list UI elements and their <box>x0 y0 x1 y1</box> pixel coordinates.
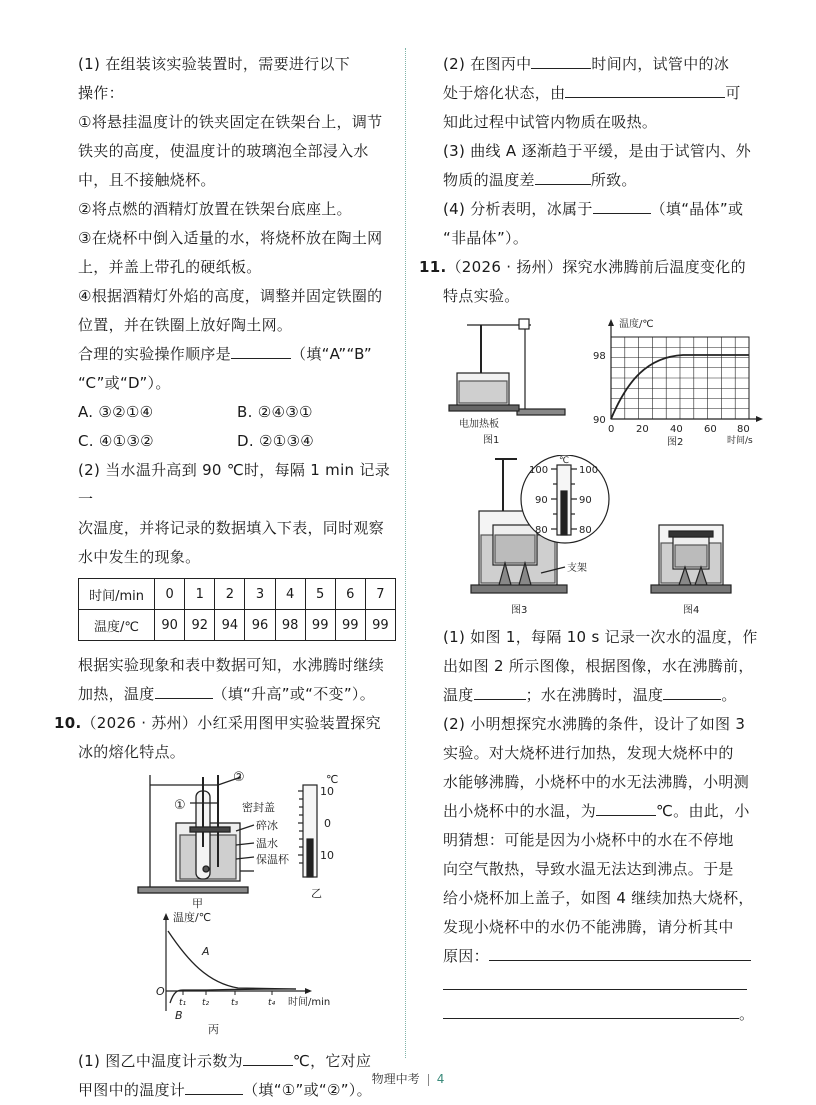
table-cell: 99 <box>335 610 365 641</box>
table-cell: 96 <box>245 610 275 641</box>
tick-label: t₃ <box>231 998 239 1008</box>
question-number: 10. <box>54 714 82 732</box>
q11-2-text: (2) 小明想探究水沸腾的条件，设计了如图 3 <box>443 715 746 733</box>
table-cell: 92 <box>185 610 215 641</box>
arrow-icon <box>756 416 763 422</box>
axis-label: 时间/s <box>727 436 753 446</box>
figure-jia <box>138 775 254 893</box>
answer-blank[interactable] <box>489 942 751 961</box>
figure-caption: 甲 <box>192 897 203 910</box>
figure-1-apparatus <box>449 319 565 415</box>
right-column: (2) 在图丙中 时间内，试管中的冰 处于熔化状态，由 可 知此过程中试管内物质在吸热。 (3) 曲线 A 逐渐趋于平缓，是由于试管内、外 物质的温度差 所致。 (4) 分析表明，冰属于 （填“晶体”或 “非晶体”）。 11.（2026 · 扬州）探究水沸腾前后温度变化的 特点实验。 电加热板 图1 温度/℃ 98 90 0 20 40 60 80 时间/s 图2 ℃ 100 100 90 90 80 80 支架 图3 图4 (1) 如图 1，每隔 10 s 记录一次水的温度，作 出如图 2 所示图像，根据图像，水在沸腾前， 温度 ；水在沸腾时，温度 。 (2) 小明想探究水沸腾的条件，设计了如图 3 实验。对大烧杯进行加热，发现大烧杯中的 水能够沸腾，小烧杯中的水无法沸腾，小明测 出小烧杯中的水温，为 ℃。由此，小 明猜想：可能是因为小烧杯中的水在不停地 向空气散热，导致水温无法达到沸点。于是 给小烧杯加上盖子，如图 4 继续加热大烧杯， 发现小烧杯中的水仍不能沸腾，请分析其中 原因： 。 <box>443 50 761 1029</box>
q11-1-text: (1) 如图 1，每隔 10 s 记录一次水的温度，作 <box>443 628 758 646</box>
answer-line[interactable] <box>443 1000 739 1019</box>
fig-label-stand: 支架 <box>567 563 587 574</box>
table-cell: 5 <box>305 579 335 610</box>
tick-label: t₁ <box>179 998 187 1008</box>
options-row-1 <box>78 398 396 427</box>
fig-label-ice: 碎冰 <box>256 819 278 832</box>
axis-label: 温度/℃ <box>619 319 654 330</box>
figure-3-4 <box>443 455 761 623</box>
answer-blank[interactable] <box>531 50 591 69</box>
answer-line[interactable] <box>443 971 747 990</box>
step-4: ④根据酒精灯外焰的高度，调整并固定铁圈的 <box>78 287 383 305</box>
figure-caption: 乙 <box>311 887 322 900</box>
answer-blank[interactable] <box>155 680 213 699</box>
fig-label-heater: 电加热板 <box>459 419 499 430</box>
figure-caption: 图4 <box>683 605 700 616</box>
table-cell: 99 <box>305 610 335 641</box>
tick-label: 10 <box>320 849 334 862</box>
figure-caption: 丙 <box>208 1023 219 1036</box>
q9-1-text: (1) 在组装该实验装置时，需要进行以下 <box>78 55 351 73</box>
fig-label-1: ① <box>174 798 186 813</box>
option-b[interactable]: B. ②④③① <box>237 403 313 421</box>
answer-blank[interactable] <box>243 1047 293 1066</box>
tick-label: t₂ <box>202 998 210 1008</box>
table-cell: 4 <box>275 579 305 610</box>
tick-label: t₄ <box>268 998 276 1008</box>
table-cell: 0 <box>155 579 185 610</box>
tick-label: 60 <box>704 424 717 435</box>
step-2: ②将点燃的酒精灯放置在铁架台底座上。 <box>78 200 352 218</box>
figure-1-2 <box>437 315 767 449</box>
figure-bing-graph <box>78 911 396 1043</box>
figure-4-apparatus <box>651 525 731 593</box>
table-cell: 6 <box>335 579 365 610</box>
option-d[interactable]: D. ②①③④ <box>237 432 314 450</box>
tick-label: 90 <box>579 495 592 506</box>
arrow-icon <box>163 913 169 920</box>
tick-label: 98 <box>593 351 606 362</box>
fig-label-cup: 保温杯 <box>256 853 289 866</box>
answer-blank[interactable] <box>231 340 291 359</box>
q9-2-text: (2) 当水温升高到 90 ℃时，每隔 1 min 记录一 <box>78 461 391 508</box>
table-cell: 90 <box>155 610 185 641</box>
table-cell: 98 <box>275 610 305 641</box>
curve-label: A <box>202 945 210 958</box>
axis-label: 时间/min <box>288 997 331 1008</box>
column-divider <box>405 48 406 1058</box>
footer-separator <box>428 1074 429 1086</box>
option-a[interactable]: A. ③②①④ <box>78 403 154 421</box>
tick-label: 20 <box>636 424 649 435</box>
option-c[interactable]: C. ④①③② <box>78 432 154 450</box>
figure-caption: 图2 <box>667 437 684 448</box>
table-cell: 2 <box>215 579 245 610</box>
question-number: 11. <box>419 258 447 276</box>
q10-1-text: (1) 图乙中温度计示数为 ℃，它对应 <box>78 1047 396 1076</box>
fig-label-water: 温水 <box>256 837 278 850</box>
subject-label: 物理中考 <box>371 1072 420 1086</box>
order-question: 合理的实验操作顺序是 （填“A”“B” <box>78 340 396 369</box>
figure-yi-thermometer <box>298 785 317 877</box>
q10-stem: 10.（2026 · 苏州）小红采用图甲实验装置探究 <box>54 714 381 732</box>
data-table <box>78 578 396 641</box>
q10-4-text: (4) 分析表明，冰属于 （填“晶体”或 <box>443 195 761 224</box>
figure-jia-yi <box>78 771 396 911</box>
axis-label: 温度/℃ <box>173 911 212 924</box>
table-header-time: 时间/min <box>79 579 155 610</box>
answer-blank[interactable] <box>593 195 651 214</box>
left-column: (1) 在组装该实验装置时，需要进行以下 操作： ①将悬挂温度计的铁夹固定在铁架台上，调节 铁夹的高度，使温度计的玻璃泡全部浸入水 中，且不接触烧杯。 ②将点燃的酒精灯放置在铁架台底座上。 ③在烧杯中倒入适量的水，将烧杯放在陶土网 上，并盖上带孔的硬纸板。 ④根据酒精灯外焰的高度，调整并固定铁圈的 位置，并在铁圈上放好陶土网。 合理的实验操作顺序是 （填“A”“B” “C”或“D”）。 A. ③②①④ B. ②④③① C. ④①③② D. ②①③④ (2) 当水温升高到 90 ℃时，每隔 1 min 记录一 次温度，并将记录的数据填入下表，同时观察 水中发生的现象。 时间/min 0 1 2 3 4 5 6 7 温度/℃ 90 92 94 96 98 99 99 99 根据实验现象和表中数据可知，水沸腾时继续 加热，温度 （填“升高”或“不变”）。 10.（2026 · 苏州）小红采用图甲实验装置探究 冰的熔化特点。 ① ② 密封盖 碎冰 温水 保温杯 甲 ℃ 10 0 10 乙 温度/℃ A B O t₁ t₂ t₃ t₄ 时间/min 丙 (1) 图乙中温度计示数为 ℃，它对应 甲图中的温度计 （填“①”或“②”）。 <box>78 50 396 1105</box>
conclusion-text: 根据实验现象和表中数据可知，水沸腾时继续 <box>78 656 385 674</box>
tick-label: 0 <box>608 424 615 435</box>
page-footer <box>0 1070 816 1087</box>
answer-blank[interactable] <box>474 681 526 700</box>
figure-caption: 图1 <box>483 435 500 446</box>
step-3: ③在烧杯中倒入适量的水，将烧杯放在陶土网 <box>78 229 383 247</box>
tick-label: 80 <box>579 525 592 536</box>
table-cell: 99 <box>365 610 395 641</box>
curve-a <box>168 931 296 989</box>
tick-label: 80 <box>535 525 548 536</box>
q10-3-text: (3) 曲线 A 逐渐趋于平缓，是由于试管内、外 <box>443 142 752 160</box>
tick-label: 0 <box>324 817 331 830</box>
curve-label: B <box>175 1009 183 1022</box>
tick-label: 40 <box>670 424 683 435</box>
tick-label: 100 <box>579 465 599 476</box>
tick-label: 90 <box>535 495 548 506</box>
options-row-2 <box>78 427 396 456</box>
table-row <box>79 610 396 641</box>
table-row <box>79 579 396 610</box>
tick-label: 10 <box>320 785 334 798</box>
origin-label: O <box>156 985 165 998</box>
answer-blank[interactable] <box>535 166 591 185</box>
answer-blank[interactable] <box>596 797 656 816</box>
table-cell: 1 <box>185 579 215 610</box>
arrow-icon <box>305 988 312 994</box>
answer-blank[interactable] <box>565 79 725 98</box>
page-number: 4 <box>436 1072 445 1086</box>
step-1: ①将悬挂温度计的铁夹固定在铁架台上，调节 <box>78 113 383 131</box>
fig-label-lid: 密封盖 <box>242 801 275 814</box>
table-cell: 7 <box>365 579 395 610</box>
tick-label: 80 <box>737 424 750 435</box>
tick-label: 100 <box>529 465 549 476</box>
table-header-temp: 温度/℃ <box>79 610 155 641</box>
answer-blank[interactable] <box>663 681 721 700</box>
table-cell: 94 <box>215 610 245 641</box>
fig-label-2: ② <box>233 771 245 785</box>
arrow-icon <box>608 319 614 326</box>
q10-2-text: (2) 在图丙中 时间内，试管中的冰 <box>443 50 761 79</box>
tick-label: 90 <box>593 415 606 426</box>
q11-stem: 11.（2026 · 扬州）探究水沸腾前后温度变化的 <box>419 258 746 276</box>
unit-label: ℃ <box>326 773 339 786</box>
figure-2-graph <box>608 319 763 422</box>
unit-label: ℃ <box>559 456 570 466</box>
table-cell: 3 <box>245 579 275 610</box>
figure-caption: 图3 <box>511 605 528 616</box>
